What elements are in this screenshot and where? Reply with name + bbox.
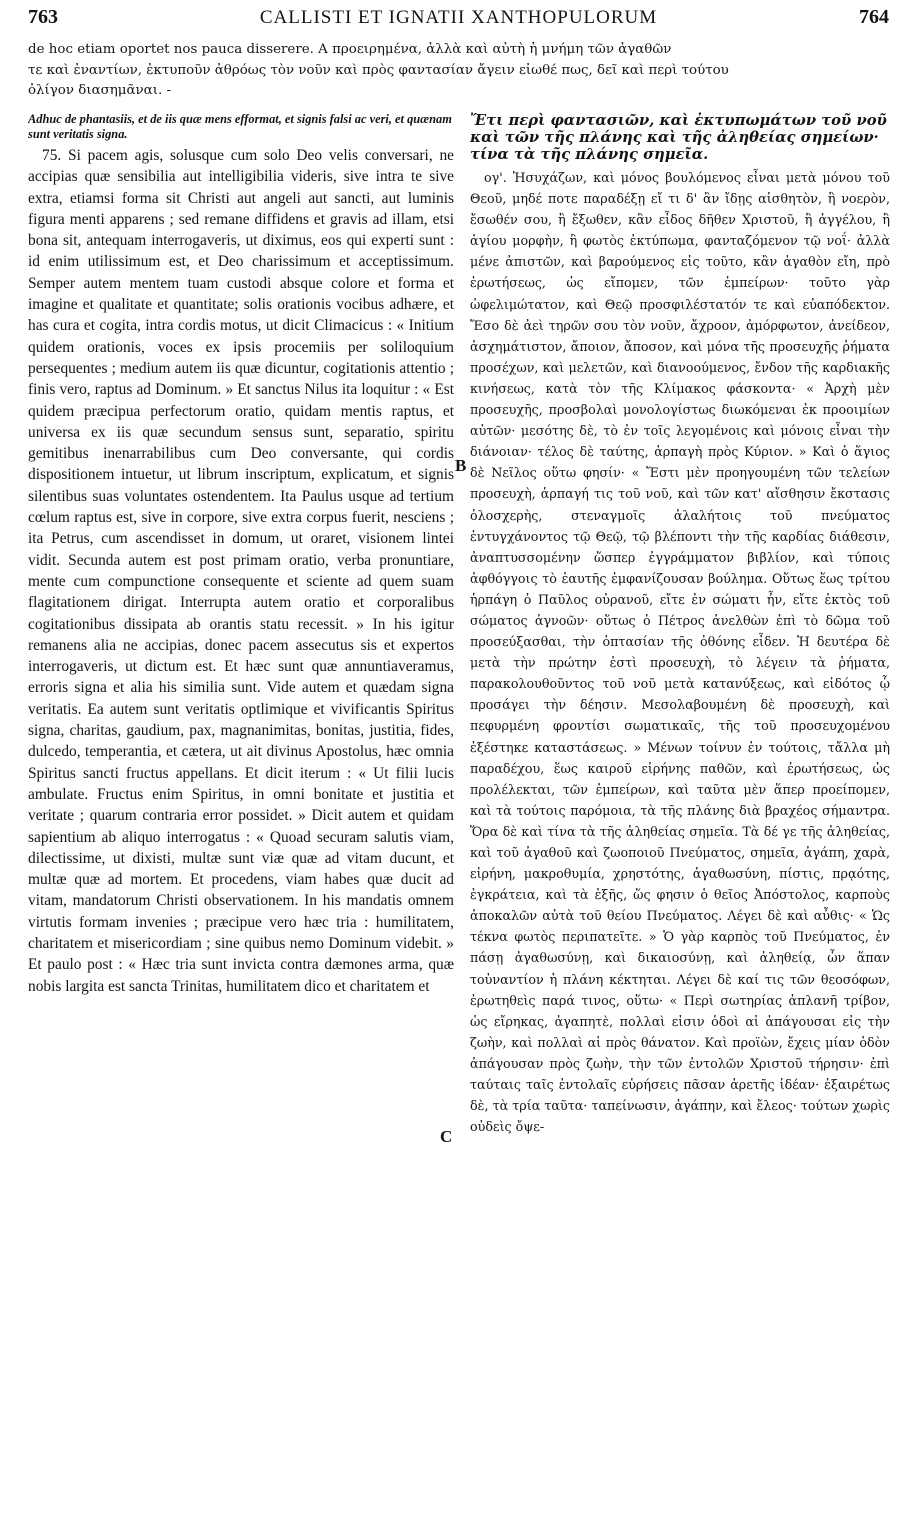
- intro-text: [28, 40, 889, 102]
- greek-column: [470, 112, 890, 1534]
- latin-section-heading: Adhuc de phantasiis, et de iis quæ mens efformat, et signis falsi ac veri, et quænam sunt veritatis signa.: [28, 112, 452, 141]
- page-number-left: 763: [28, 6, 58, 28]
- greek-body-text: ογ'. Ἡσυχάζων, καὶ μόνος βουλόμενος εἶναι μετὰ μόνου τοῦ Θεοῦ, μηδέ ποτε παραδέξῃ εἴ τι δ' ἂν ἴδῃς αἰσθητὸν, ἢ νοερὸν, ἔσωθέν σου, ἢ ἔξωθεν, κἂν εἶδος δῆθεν Χριστοῦ, ἢ ἀγγέλου, ἢ ἁγίου μορφὴν, ἢ φωτὸς ἐκτύπωμα, φανταζόμενον τῷ νοΐ· ἀλλὰ μένε ἀπιστῶν, καὶ βαρούμενος εἰς τοῦτο, κἂν ἀγαθὸν εἴη, πρὸ ἐρωτήσεως, ὡς εἴπομεν, τῶν ἐμπείρων· τοῦτο γὰρ ὠφελιμώτατον, καὶ Θεῷ προσφιλέστατόν τε καὶ εὐαπόδεκτον. Ἔσο δὲ ἀεὶ τηρῶν σου τὸν νοῦν, ἄχροον, ἀμόρφωτον, ἀνείδεον, ἀσχημάτιστον, ἄποιον, ἄποσον, καὶ μόνα τῆς προσευχῆς ῥήματα προσέχων, καὶ μελετῶν, καὶ διανοούμενος, ἔνδον τῆς καρδιακῆς κινήσεως, κατὰ τὸν τῆς Κλίμακος φάσκοντα· « Ἀρχὴ μὲν προσευχῆς, προσβολαὶ μονολογίστως διωκόμεναι ἐκ προοιμίων αὐτῶν· μεσότης δὲ, τὸ ἐν τοῖς λεγομένοις καὶ μόνοις εἶναι τὴν διάνοιαν· τέλος δὲ ταύτης, ἁρπαγὴ πρὸς Κύριον. » Καὶ ὁ ἅγιος δὲ Νεῖλος οὕτω φησίν· « Ἔστι μὲν προηγουμένη τῶν τελείων προσευχὴ, ἁρπαγή τις τοῦ νοῦ, καὶ τῶν κατ' αἴσθησιν ἔκστασις ὁλοσχερὴς, στεναγμοῖς ἀλαλήτοις τοῦ πνεύματος ἐντυγχάνοντος τῷ Θεῷ, τῷ βλέποντι τὴν τῆς καρδίας διάθεσιν, ἀναπτυσσομένην ὥσπερ ἐγγράμματον βιβλίον, καὶ τύποις ἀφθόγγοις τὸ ἑαυτῆς ἐμφανίζουσαν βούλημα. Οὕτως ἕως τρίτου ἡρπάγη ὁ Παῦλος οὐρανοῦ, εἴτε ἐν σώματι ἦν, εἴτε ἐκτὸς τοῦ σώματος ἀγνοῶν· οὕτως ὁ Πέτρος ἀνελθὼν ἐπὶ τὸ δῶμα τοῦ προσεύξασθαι, τὴν ὀπτασίαν τῆς ὀθόνης εἶδεν. Ἡ δευτέρα δὲ μετὰ τὴν πρώτην ἐστὶ προσευχὴ, τὸ λέγειν τὰ ῥήματα, παρακολουθοῦντος τοῦ νοῦ μετὰ κατανύξεως, καὶ εἰδότος ᾧ προσάγει τὴν δέησιν. Μεσολαβουμένη δὲ προσευχὴ, καὶ πεφυρμένη φροντίσι σωματικαῖς, τῆς τοῦ προσευχομένου ἐξέστηκε καταστάσεως. » Μένων τοίνυν ἐν τούτοις, τἄλλα μὴ παραδέχου, ἕως καιροῦ εἰρήνης παθῶν, καὶ ἐρωτήσεως, ὡς προλέλεκται, τῶν ἐμπείρων, καὶ ταῦτα μὲν ἅπερ προείπομεν, καὶ τὰ τούτοις παρόμοια, τὰ τῆς πλάνης διὰ βραχέος σήμαντρα. Ὅρα δὲ καὶ τίνα τὰ τῆς ἀληθείας σημεῖα. Τὰ δέ γε τῆς ἀληθείας, καὶ τοῦ ἀγαθοῦ καὶ ζωοποιοῦ Πνεύματος, σημεῖα, ἀγάπη, χαρὰ, εἰρήνη, μακροθυμία, χρηστότης, ἀγαθωσύνη, πίστις, πρᾳότης, ἐγκράτεια, καὶ τὰ ἑξῆς, ὥς φησιν ὁ θεῖος Ἀπόστολος, καρποὺς ἀποκαλῶν αὐτὰ τοῦ θείου Πνεύματος. Λέγει δὲ καὶ αὖθις· « Ὡς τέκνα φωτὸς περιπατεῖτε. » Ὁ γὰρ καρπὸς τοῦ Πνεύματος, ἐν πάσῃ ἀγαθωσύνῃ, καὶ δικαιοσύνῃ, καὶ ἀληθείᾳ, ὧν ἅπαν τοὐναντίον ἡ πλάνη κέκτηται. Λέγει δὲ καί τις τῶν θεοσόφων, ἐρωτηθεὶς παρά τινος, οὕτω· « Περὶ σωτηρίας ἀπλανῆ τρίβον, ὡς εἴρηκας, ἀγαπητὲ, πολλαὶ εἰσιν ὁδοὶ αἱ ἀπάγουσαι εἰς τὴν ζωὴν, καὶ πολλαὶ αἱ πρὸς θάνατον. Καὶ προϊὼν, ἔχεις μίαν ὁδὸν ἀπάγουσαν πρὸς ζωὴν, τὴν τῶν ἐντολῶν Χριστοῦ τήρησιν· ἐπὶ ταύταις ταῖς ἐντολαῖς εὑρήσεις πᾶσαν ἀρετῆς ἰδέαν· ἐξαιρέτως δὲ, τὰ τρία ταῦτα· ταπείνωσιν, ἀγάπην, καὶ ἔλεος· τούτων χωρὶς οὐδεὶς ὄψε-: [470, 170, 890, 1135]
- running-title: CALLISTI ET IGNATII XANTHOPULORUM: [259, 7, 658, 28]
- latin-body-text: 75. Si pacem agis, solusque cum solo Deo velis conversari, ne accipias quæ sensibilia aut intelligibilia videris, sive intra te sive extra, etiamsi forma sit Christi aut angeli aut sancti, aut luminis figura menti apparens ; sed remane diffidens et gravis ad illam, etsi bona sit, antequam interrogaveris, ut diximus, eos qui experti sunt : id enim utilissimum est, et Deo charissimum et acceptissimum. Semper autem mentem tuam custodi absque colore et forma et imagine et qualitate et quantitate; solis orationis vocibus adhære, et has cura et cogita, intra cordis motus, ut dicit Climacicus : « Initium quidem orationis, voces ex ipsis procemiis per soliloquium persequentes ; medium autem iis quæ dicuntur, cogitationis attentio ; finis vero, raptus ad Dominum. » Et sanctus Nilus ita loquitur : « Est quidem præcipua perfectorum oratio, quidam mentis raptus, et universa ex iis quæ secundum sensus sunt, separatio, spiritu gemitibus inenarrabilibus cum Deo conversante, qui cordis dispositionem intuetur, ut librum inscriptum, explicatum, et signis silentibus suas voluntates ostendentem. Ita Paulus usque ad tertium cœlum raptus est, sive in corpore, sive extra corpus fuerit, nesciens ; ita Petrus, cum ascendisset in domum, ut oraret, visionem lintei vidit. Secunda autem est post primam oratio, verba pronuntiare, mente cum compunctione consequente et sciente ad quem suam flagitationem dirigat. Interrupta autem oratio et corporalibus cogitationibus dissipata ab orantis statu recessit. » In his igitur remanens alia ne accipias, donec pacem assecutus sis et expertos interrogaveris, ut dictum est. Et hæc sunt quæ annuntiaveramus, erroris signa et alia his similia sunt. Vide autem et quædam signa veritatis. Ea autem sunt veritatis optlimique et vivificantis Spiritus signa, charitas, gaudium, pax, magnanimitas, bonitas, justitia, fides, dulcedo, temperantia, et cætera, ut ait divinus Apostolus, hæc omnia Spiritus sancti fructus appellans. Et dicit iterum : « Ut filii lucis ambulate. Fructus enim Spiritus, in omni bonitate et justitia et veritate ; quarum contraria error possidet. » Dicit autem et quidam sapientium ab aliquo interrogatus : « Quoad securam salutis viam, dilectissime, ut dixisti, multæ sunt viæ quæ ad vitam ducunt, et multæ quæ ad mortem. Et procedens, viam habes quæ ducit ad vitam, mandatorum Christi observationem. In his mandatis omnem virtutis formam invenies ; præcipue vero hæc tria : humilitatem, charitatem et misericordiam ; sine quibus nemo Dominum videbit. » Et paulo post : « Hæc tria sunt invicta contra dæmones arma, quæ nobis largita est sancta Trinitas, humilitatem dico et charitatem et: [28, 147, 454, 995]
- intro-line: τε καὶ ἐναντίων, ἐκτυποῦν ἀθρόως τὸν νοῦν καὶ πρὸς φαντασίαν ἄγειν εἰωθέ πως, δεῖ καὶ περὶ τούτου: [28, 62, 729, 78]
- intro-line: ὀλίγον διασημᾶναι. -: [28, 83, 171, 98]
- greek-section-heading: Ἔτι περὶ φαντασιῶν, καὶ ἐκτυπωμάτων τοῦ νοῦ καὶ τῶν τῆς πλάνης καὶ τῆς ἀληθείας σημείων· τίνα τὰ τῆς πλάνης σημεῖα.: [470, 112, 887, 163]
- intro-line: de hoc etiam oportet nos pauca disserere. A προειρημένα, ἀλλὰ καὶ αὐτὴ ἡ μνήμη τῶν ἀγαθῶν: [28, 42, 672, 57]
- running-header: [28, 6, 889, 36]
- latin-column: [28, 112, 454, 1534]
- margin-marker-c: C: [440, 1127, 453, 1146]
- margin-marker-b: B: [455, 456, 467, 475]
- page-number-right: 764: [859, 6, 889, 28]
